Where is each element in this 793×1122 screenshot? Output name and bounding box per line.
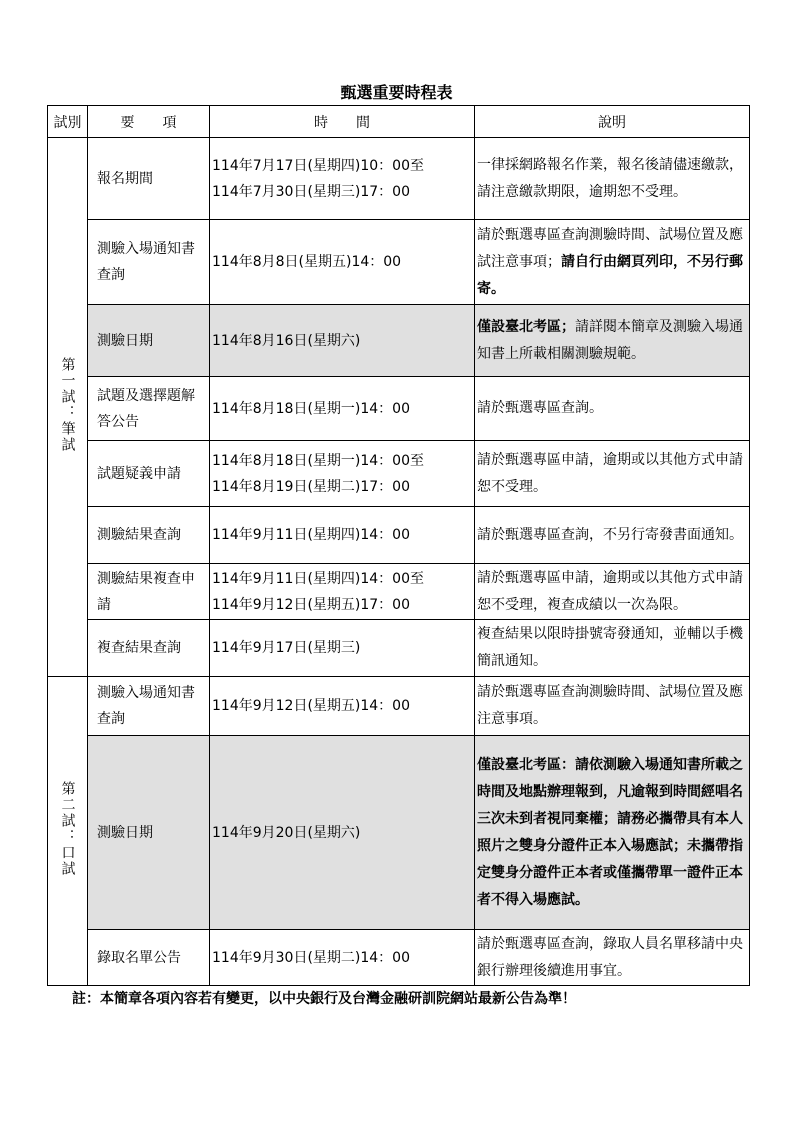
row-item: 試題疑義申請 (88, 441, 210, 507)
row-item: 測驗日期 (88, 736, 210, 930)
row-time: 114年9月11日(星期四)14：00 (210, 507, 475, 564)
header-item: 要 項 (88, 106, 210, 138)
row-desc: 請於甄選專區查詢，不另行寄發書面通知。 (475, 507, 750, 564)
group-label: 第二試：口試 (59, 781, 76, 877)
row-desc-part: 請詳閱本簡章及測驗入場通知書上所載相關測驗規範。 (477, 318, 743, 362)
row-time: 114年8月8日(星期五)14：00 (210, 220, 475, 305)
row-desc: 請於甄選專區查詢，錄取人員名單移請中央銀行辦理後續進用事宜。 (475, 930, 750, 986)
table-row (48, 564, 750, 620)
row-time-line: 114年9月11日(星期四)14：00至 (212, 570, 424, 587)
row-time (210, 564, 475, 620)
row-item: 複查結果查詢 (88, 620, 210, 677)
footnote: 註：本簡章各項內容若有變更，以中央銀行及台灣金融研訓院網站最新公告為準！ (72, 991, 576, 1007)
row-item: 錄取名單公告 (88, 930, 210, 986)
table-row (48, 736, 750, 930)
row-time: 114年9月12日(星期五)14：00 (210, 677, 475, 736)
row-desc: 複查結果以限時掛號寄發通知，並輔以手機簡訊通知。 (475, 620, 750, 677)
row-desc-bold: 僅設臺北考區； (477, 318, 575, 335)
table-header-row (48, 106, 750, 138)
group-oral-exam (48, 677, 88, 986)
row-time-line: 114年8月18日(星期一)14：00至 (212, 452, 424, 469)
row-time (210, 138, 475, 220)
header-desc: 說明 (475, 106, 750, 138)
header-time: 時 間 (210, 106, 475, 138)
table-row (48, 677, 750, 736)
row-item: 試題及選擇題解答公告 (88, 377, 210, 441)
table-row (48, 220, 750, 305)
table-row (48, 377, 750, 441)
row-time-line: 114年7月17日(星期四)10：00至 (212, 157, 424, 174)
row-time (210, 441, 475, 507)
row-time: 114年8月18日(星期一)14：00 (210, 377, 475, 441)
row-desc: 一律採網路報名作業，報名後請儘速繳款，請注意繳款期限，逾期恕不受理。 (475, 138, 750, 220)
row-time-line: 114年7月30日(星期三)17：00 (212, 183, 410, 200)
row-desc (475, 220, 750, 305)
row-desc: 僅設臺北考區：請依測驗入場通知書所載之時間及地點辦理報到，凡逾報到時間經唱名三次未到者視同棄權；請務必攜帶具有本人照片之雙身分證件正本入場應試；未攜帶指定雙身分證件正本者或僅攜帶單一證件正本者不得入場應試。 (475, 736, 750, 930)
row-desc-part: 請於甄選專區查詢測驗時間、試場位置及應試注意事項； (477, 226, 743, 270)
row-item: 報名期間 (88, 138, 210, 220)
table-row (48, 441, 750, 507)
row-item: 測驗入場通知書查詢 (88, 220, 210, 305)
row-time: 114年9月20日(星期六) (210, 736, 475, 930)
schedule-table (47, 105, 750, 986)
table-row (48, 138, 750, 220)
row-time-line: 114年9月12日(星期五)17：00 (212, 596, 410, 613)
row-desc: 請於甄選專區申請，逾期或以其他方式申請恕不受理，複查成績以一次為限。 (475, 564, 750, 620)
group-written-exam (48, 138, 88, 677)
table-row (48, 507, 750, 564)
page-title: 甄選重要時程表 (340, 83, 453, 102)
row-desc-bold: 請自行由網頁列印，不另行郵寄。 (477, 253, 743, 297)
table-row (48, 930, 750, 986)
header-exam: 試別 (48, 106, 88, 138)
table-row (48, 620, 750, 677)
row-time: 114年9月30日(星期二)14：00 (210, 930, 475, 986)
row-item: 測驗結果複查申請 (88, 564, 210, 620)
row-desc: 請於甄選專區查詢測驗時間、試場位置及應注意事項。 (475, 677, 750, 736)
row-item: 測驗入場通知書查詢 (88, 677, 210, 736)
row-desc (475, 305, 750, 377)
table-row (48, 305, 750, 377)
group-label: 第一試：筆試 (59, 357, 76, 453)
row-time: 114年8月16日(星期六) (210, 305, 475, 377)
row-desc: 請於甄選專區查詢。 (475, 377, 750, 441)
row-time-line: 114年8月19日(星期二)17：00 (212, 478, 410, 495)
row-time: 114年9月17日(星期三) (210, 620, 475, 677)
row-desc: 請於甄選專區申請，逾期或以其他方式申請恕不受理。 (475, 441, 750, 507)
row-item: 測驗日期 (88, 305, 210, 377)
row-item: 測驗結果查詢 (88, 507, 210, 564)
